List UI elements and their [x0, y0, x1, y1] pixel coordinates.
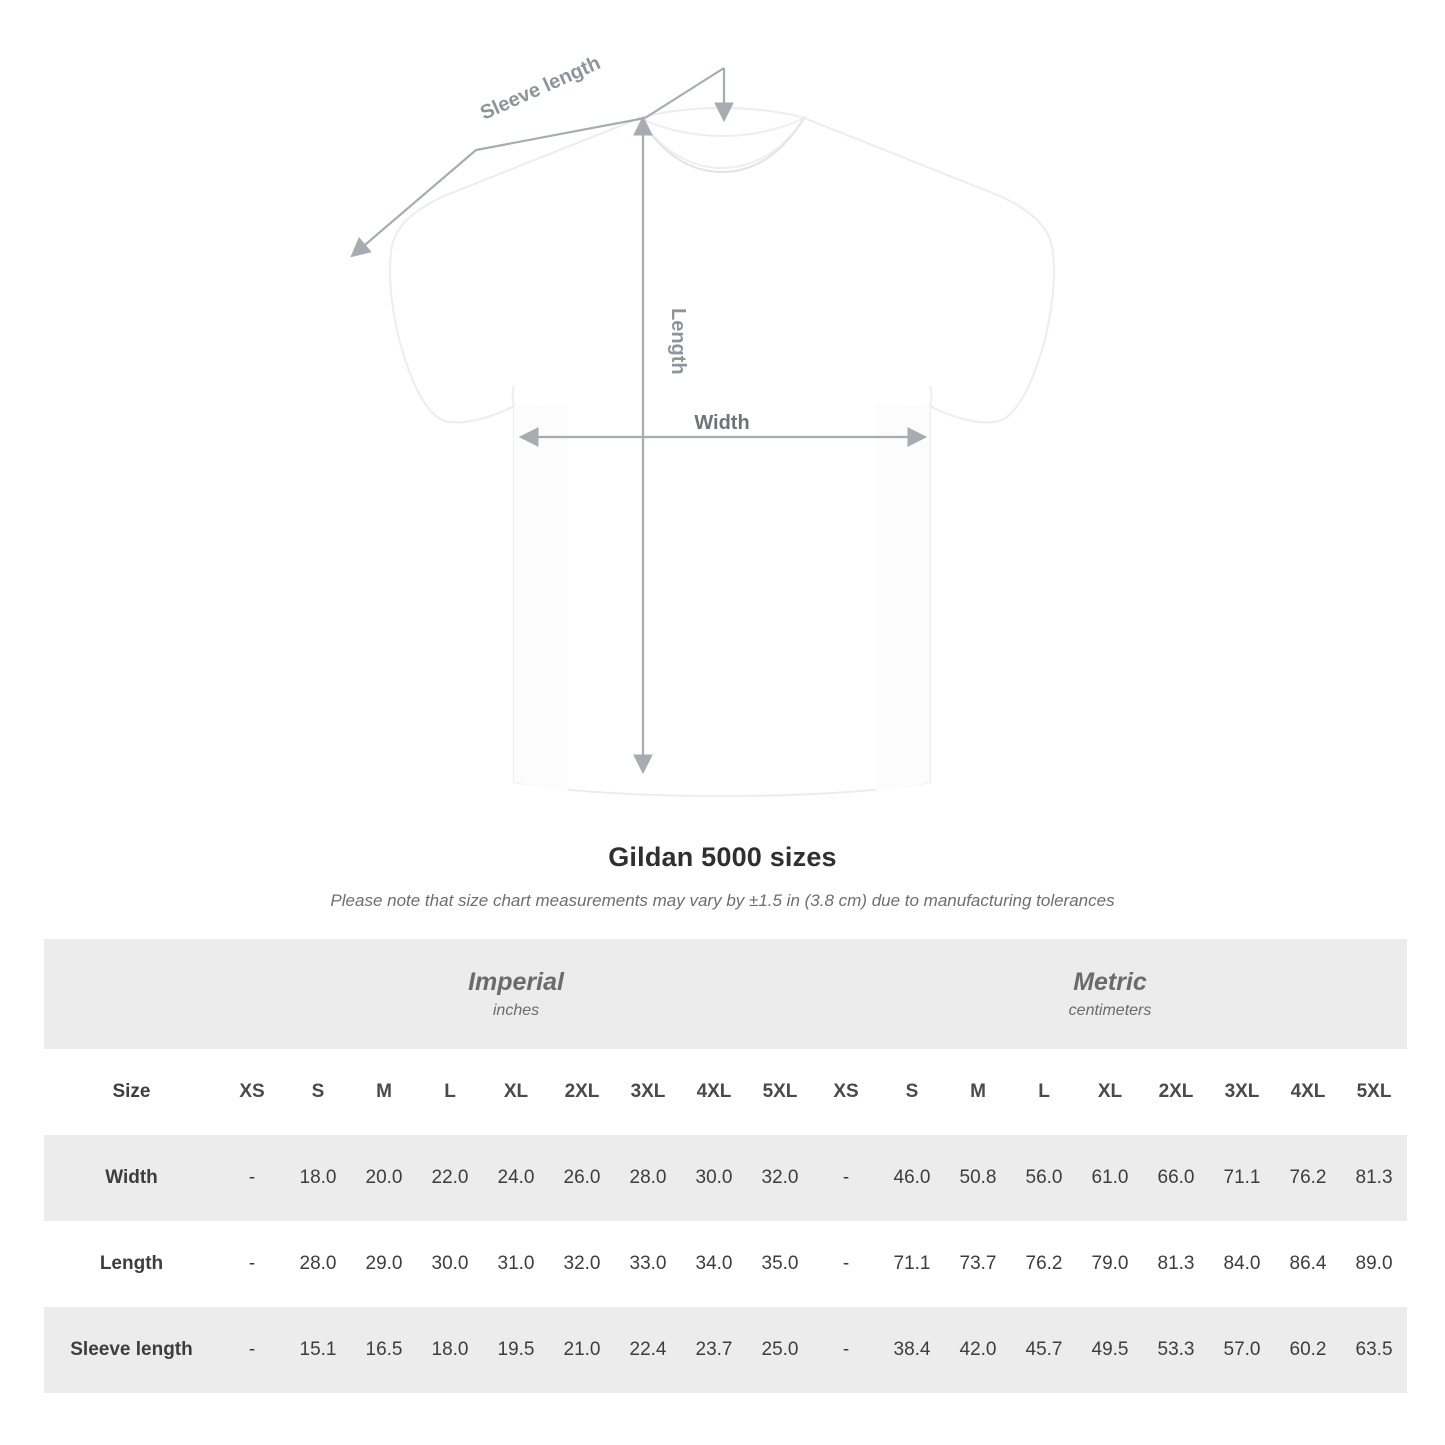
cell-width-imperial-xs: -: [219, 1135, 285, 1221]
cell-width-metric-2xl: 66.0: [1143, 1135, 1209, 1221]
size-cell-imperial-xs: XS: [219, 1049, 285, 1135]
unit-sub-imperial: inches: [492, 1002, 540, 1020]
cell-width-metric-4xl: 76.2: [1275, 1135, 1341, 1221]
cell-length-imperial-m: 29.0: [351, 1221, 417, 1307]
size-table-wrap: [44, 939, 1401, 1393]
cell-sleeve-metric-5xl: 63.5: [1341, 1307, 1407, 1393]
cell-sleeve-metric-l: 45.7: [1011, 1307, 1077, 1393]
cell-width-metric-l: 56.0: [1011, 1135, 1077, 1221]
cell-length-imperial-3xl: 33.0: [615, 1221, 681, 1307]
cell-width-metric-xl: 61.0: [1077, 1135, 1143, 1221]
cell-sleeve-imperial-l: 18.0: [417, 1307, 483, 1393]
cell-width-imperial-xl: 24.0: [483, 1135, 549, 1221]
row-label-sleeve-length: Sleeve length: [44, 1307, 219, 1393]
size-table: [44, 939, 1407, 1393]
size-cell-metric-5xl: 5XL: [1341, 1049, 1407, 1135]
cell-length-metric-4xl: 86.4: [1275, 1221, 1341, 1307]
length-label: Length: [667, 308, 689, 375]
size-row-label: Size: [44, 1049, 219, 1135]
cell-sleeve-metric-2xl: 53.3: [1143, 1307, 1209, 1393]
size-cell-imperial-2xl: 2XL: [549, 1049, 615, 1135]
cell-width-imperial-5xl: 32.0: [747, 1135, 813, 1221]
size-cell-metric-l: L: [1011, 1049, 1077, 1135]
cell-width-imperial-4xl: 30.0: [681, 1135, 747, 1221]
row-label-length: Length: [44, 1221, 219, 1307]
size-cell-metric-xl: XL: [1077, 1049, 1143, 1135]
cell-width-metric-s: 46.0: [879, 1135, 945, 1221]
width-label: Width: [694, 412, 750, 434]
cell-width-imperial-2xl: 26.0: [549, 1135, 615, 1221]
cell-sleeve-imperial-3xl: 22.4: [615, 1307, 681, 1393]
cell-length-metric-xs: -: [813, 1221, 879, 1307]
cell-width-imperial-l: 22.0: [417, 1135, 483, 1221]
size-cell-metric-xs: XS: [813, 1049, 879, 1135]
cell-length-imperial-5xl: 35.0: [747, 1221, 813, 1307]
cell-width-imperial-m: 20.0: [351, 1135, 417, 1221]
cell-sleeve-metric-xl: 49.5: [1077, 1307, 1143, 1393]
cell-length-imperial-l: 30.0: [417, 1221, 483, 1307]
cell-length-imperial-2xl: 32.0: [549, 1221, 615, 1307]
unit-sub-metric: centimeters: [1068, 1002, 1152, 1020]
size-cell-metric-m: M: [945, 1049, 1011, 1135]
chart-note: Please note that size chart measurements may vary by ±1.5 in (3.8 cm) due to manufacturing tolerances: [330, 891, 1115, 910]
size-cell-imperial-5xl: 5XL: [747, 1049, 813, 1135]
size-cell-imperial-l: L: [417, 1049, 483, 1135]
unit-header-imperial: [219, 939, 813, 1049]
cell-length-metric-s: 71.1: [879, 1221, 945, 1307]
size-row: [44, 1049, 1407, 1135]
title-block: [0, 842, 1445, 911]
size-cell-imperial-m: M: [351, 1049, 417, 1135]
size-cell-imperial-4xl: 4XL: [681, 1049, 747, 1135]
cell-length-metric-2xl: 81.3: [1143, 1221, 1209, 1307]
cell-sleeve-metric-3xl: 57.0: [1209, 1307, 1275, 1393]
cell-sleeve-imperial-s: 15.1: [285, 1307, 351, 1393]
cell-sleeve-imperial-5xl: 25.0: [747, 1307, 813, 1393]
cell-length-imperial-4xl: 34.0: [681, 1221, 747, 1307]
size-cell-metric-3xl: 3XL: [1209, 1049, 1275, 1135]
size-cell-metric-2xl: 2XL: [1143, 1049, 1209, 1135]
unit-name-metric: Metric: [1073, 967, 1147, 996]
table-row: [44, 1135, 1407, 1221]
cell-sleeve-imperial-xl: 19.5: [483, 1307, 549, 1393]
cell-sleeve-metric-m: 42.0: [945, 1307, 1011, 1393]
tshirt-shape: [390, 108, 1054, 796]
cell-length-metric-5xl: 89.0: [1341, 1221, 1407, 1307]
size-cell-imperial-3xl: 3XL: [615, 1049, 681, 1135]
unit-name-imperial: Imperial: [468, 967, 564, 996]
cell-length-metric-3xl: 84.0: [1209, 1221, 1275, 1307]
size-cell-metric-4xl: 4XL: [1275, 1049, 1341, 1135]
cell-width-metric-m: 50.8: [945, 1135, 1011, 1221]
row-label-width: Width: [44, 1135, 219, 1221]
cell-width-imperial-s: 18.0: [285, 1135, 351, 1221]
size-cell-imperial-xl: XL: [483, 1049, 549, 1135]
cell-width-metric-xs: -: [813, 1135, 879, 1221]
cell-sleeve-imperial-m: 16.5: [351, 1307, 417, 1393]
chart-title: Gildan 5000 sizes: [608, 842, 837, 872]
cell-length-imperial-xl: 31.0: [483, 1221, 549, 1307]
cell-width-metric-3xl: 71.1: [1209, 1135, 1275, 1221]
cell-length-imperial-s: 28.0: [285, 1221, 351, 1307]
cell-sleeve-imperial-xs: -: [219, 1307, 285, 1393]
unit-header-row: [44, 939, 1407, 1049]
cell-length-metric-l: 76.2: [1011, 1221, 1077, 1307]
table-row: [44, 1221, 1407, 1307]
cell-length-metric-xl: 79.0: [1077, 1221, 1143, 1307]
cell-width-metric-5xl: 81.3: [1341, 1135, 1407, 1221]
cell-sleeve-imperial-4xl: 23.7: [681, 1307, 747, 1393]
size-cell-imperial-s: S: [285, 1049, 351, 1135]
cell-length-imperial-xs: -: [219, 1221, 285, 1307]
sleeve-length-label: Sleeve length: [477, 52, 604, 125]
cell-sleeve-imperial-2xl: 21.0: [549, 1307, 615, 1393]
cell-sleeve-metric-s: 38.4: [879, 1307, 945, 1393]
cell-width-imperial-3xl: 28.0: [615, 1135, 681, 1221]
table-row: [44, 1307, 1407, 1393]
size-cell-metric-s: S: [879, 1049, 945, 1135]
unit-header-spacer: [44, 939, 219, 1049]
unit-header-metric: [813, 939, 1407, 1049]
cell-sleeve-metric-4xl: 60.2: [1275, 1307, 1341, 1393]
cell-sleeve-metric-xs: -: [813, 1307, 879, 1393]
cell-length-metric-m: 73.7: [945, 1221, 1011, 1307]
